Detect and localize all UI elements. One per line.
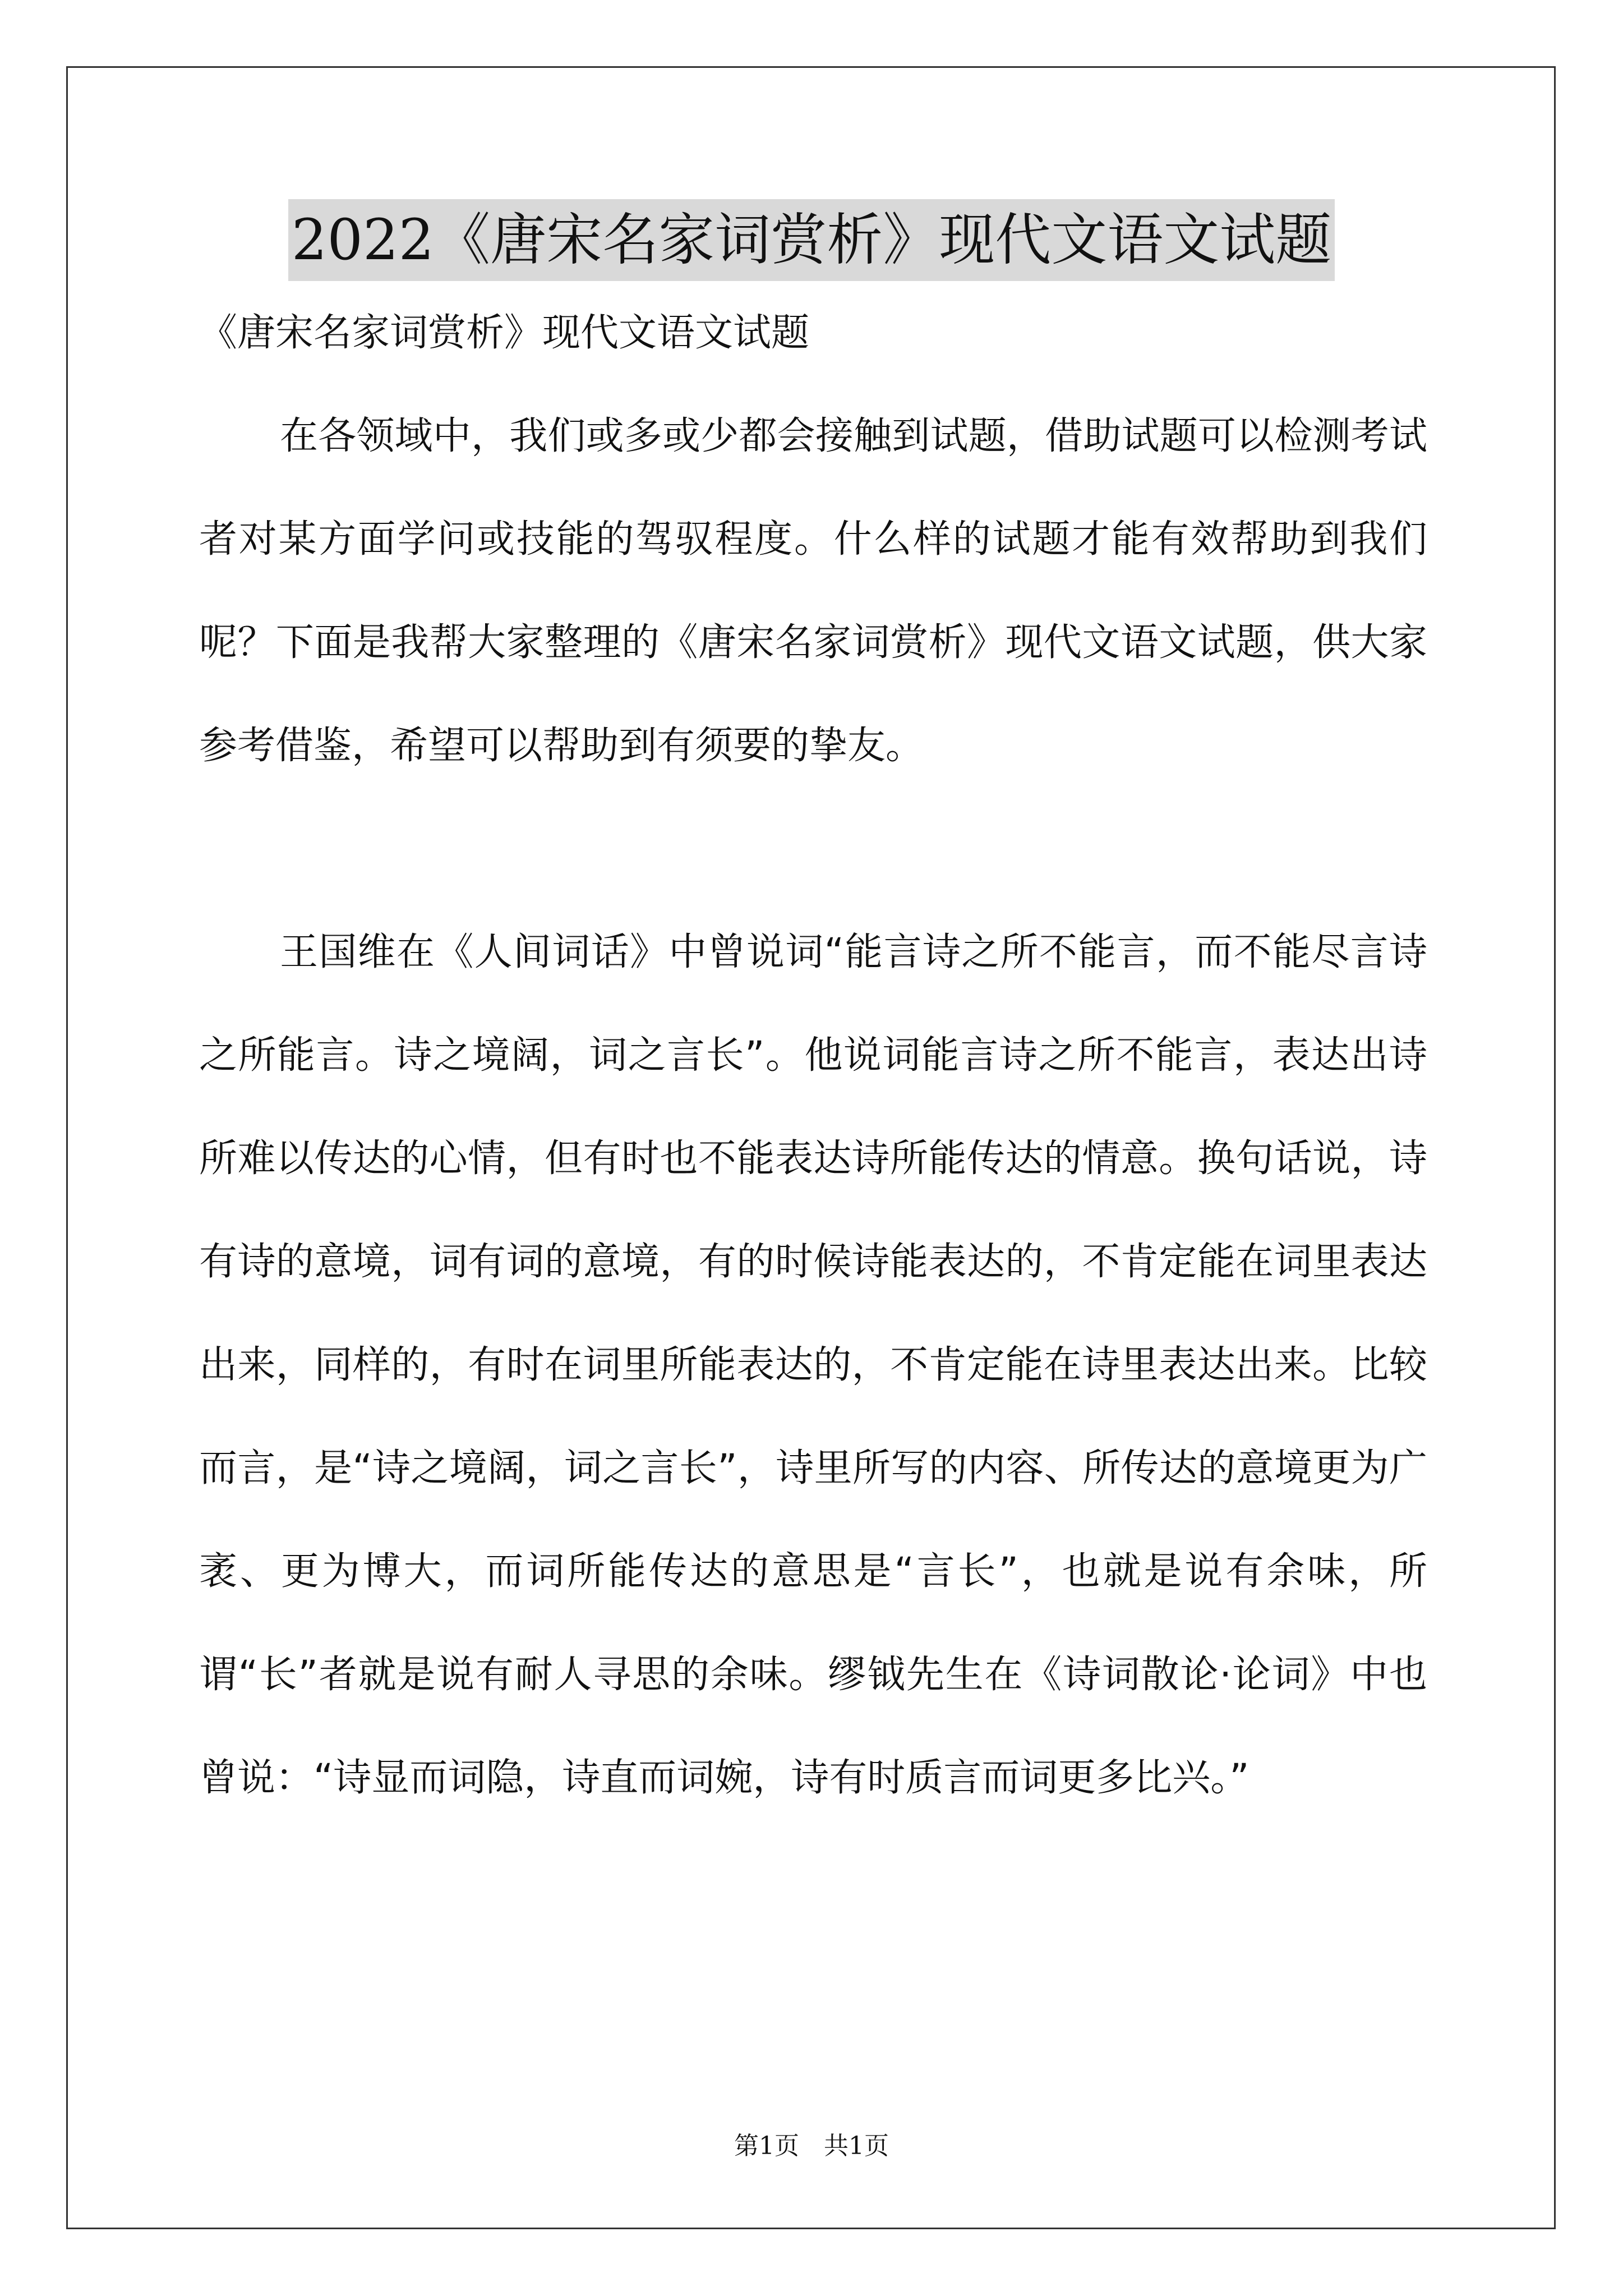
paragraph-spacer: [199, 798, 1427, 901]
title-container: [0, 199, 1623, 281]
document-subtitle: 《唐宋名家词赏析》现代文语文试题: [199, 311, 810, 355]
paragraph-intro: 在各领域中，我们或多或少都会接触到试题，借助试题可以检测考试者对某方面学问或技能的驾驭程度。什么样的试题才能有效帮助到我们呢？下面是我帮大家整理的《唐宋名家词赏析》现代文语文试题，供大家参考借鉴，希望可以帮助到有须要的挚友。: [199, 414, 1427, 768]
document-title: 2022《唐宋名家词赏析》现代文语文试题: [288, 199, 1335, 281]
page-footer: 第1页 共1页: [734, 2132, 889, 2160]
paragraph-wang-guowei: 王国维在《人间词话》中曾说词“能言诗之所不能言，而不能尽言诗之所能言。诗之境阔，词之言长”。他说词能言诗之所不能言，表达出诗所难以传达的心情，但有时也不能表达诗所能传达的情意。换句话说，诗有诗的意境，词有词的意境，有的时候诗能表达的，不肯定能在词里表达出来，同样的，有时在词里所能表达的，不肯定能在诗里表达出来。比较而言，是“诗之境阔，词之言长”，诗里所写的内容、所传达的意境更为广袤、更为博大，而词所能传达的意思是“言长”，也就是说有余味，所谓“长”者就是说有耐人寻思的余味。缪钺先生在《诗词散论·论词》中也曾说：“诗显而词隐，诗直而词婉，诗有时质言而词更多比兴。”: [199, 930, 1427, 1800]
document-body: [199, 307, 1427, 1830]
